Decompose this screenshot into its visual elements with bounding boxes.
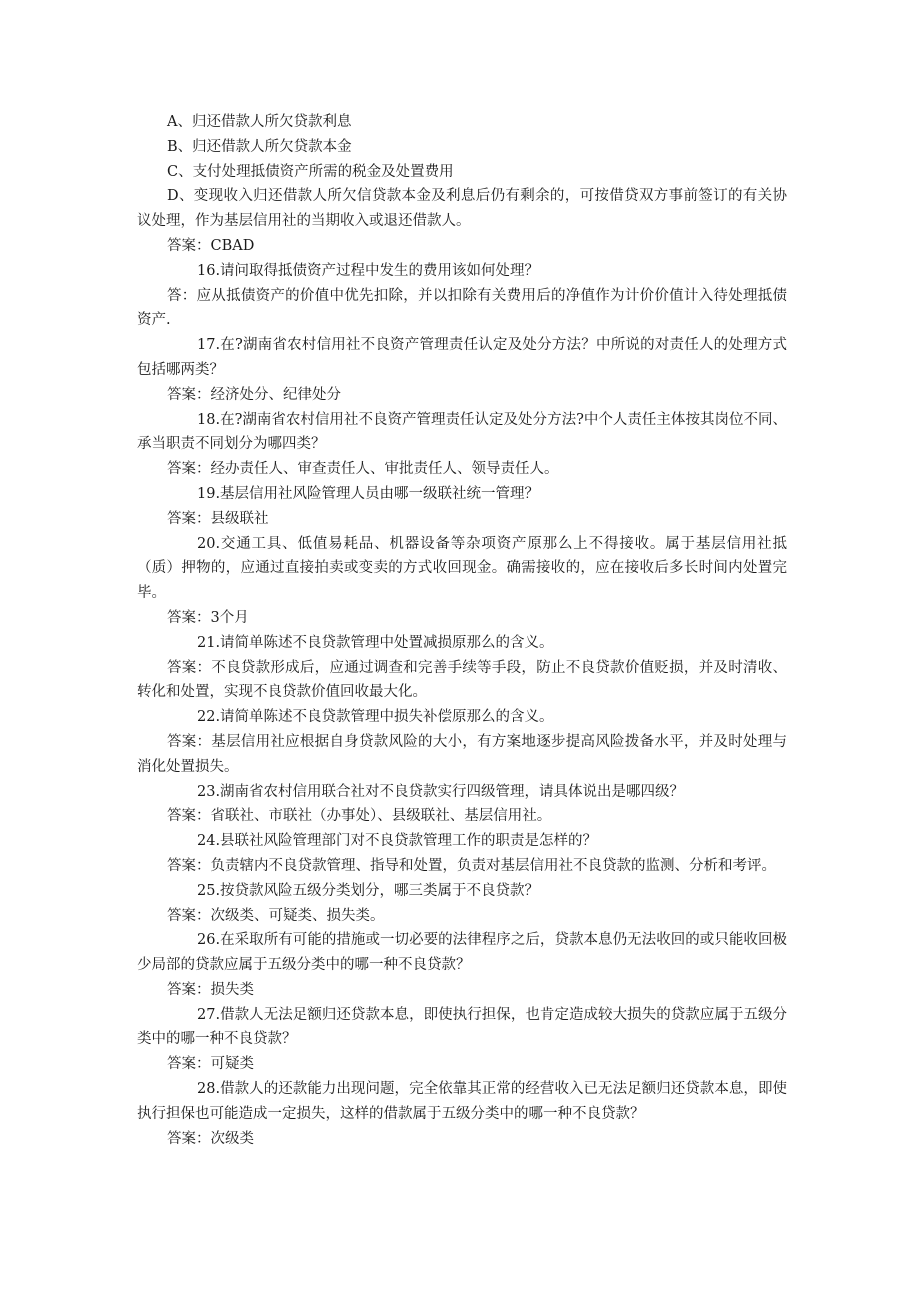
question-number: 26 <box>197 932 216 949</box>
answer-25: 答案：次级类、可疑类、损失类。 <box>167 907 385 924</box>
question-text: .在?湖南省农村信用社不良资产管理责任认定及处分方法？中所说的对责任人的处理方式包括哪两类？ <box>137 337 787 378</box>
answer-20: 答案：3个月 <box>167 609 249 626</box>
question-number: 18 <box>197 411 216 428</box>
question-23 <box>137 780 787 805</box>
answer-26: 答案：损失类 <box>167 981 254 998</box>
question-number: 25 <box>197 882 216 899</box>
question-18 <box>137 408 787 458</box>
question-25 <box>137 879 787 904</box>
question-text: .县联社风险管理部门对不良贷款管理工作的职责是怎样的？ <box>215 833 598 850</box>
answer-17: 答案：经济处分、纪律处分 <box>167 386 341 403</box>
question-16 <box>137 259 787 284</box>
answer-18: 答案：经办责任人、审查责任人、审批责任人、领导责任人。 <box>167 461 559 478</box>
question-number: 19 <box>197 485 216 502</box>
question-27 <box>137 1003 787 1053</box>
answer-15: 答案：CBAD <box>167 237 255 254</box>
question-number: 16 <box>197 262 216 279</box>
question-26 <box>137 928 787 978</box>
option-b: B、归还借款人所欠贷款本金 <box>167 138 352 155</box>
answer-27: 答案：可疑类 <box>167 1056 254 1073</box>
answer-23: 答案：省联社、市联社（办事处）、县级联社、基层信用社。 <box>167 808 552 825</box>
answer-19: 答案：县级联社 <box>167 510 269 527</box>
question-number: 17 <box>197 337 216 354</box>
question-text: .请简单陈述不良贷款管理中损失补偿原那么的含义。 <box>215 709 554 726</box>
answer-28: 答案：次级类 <box>167 1130 254 1147</box>
answer-21: 答案：不良贷款形成后，应通过调查和完善手续等手段，防止不良贷款价值贬损，并及时清收、转化和处置，实现不良贷款价值回收最大化。 <box>137 659 787 701</box>
question-text: .在采取所有可能的措施或一切必要的法律程序之后，贷款本息仍无法收回的或只能收回极少局部的贷款应属于五级分类中的哪一种不良贷款？ <box>137 932 787 974</box>
option-d: D、变现收入归还借款人所欠信贷款本金及利息后仍有剩余的，可按借贷双方事前签订的有关协议处理，作为基层信用社的当期收入或退还借款人。 <box>137 188 787 230</box>
question-number: 27 <box>197 1006 216 1023</box>
document-body <box>137 110 787 1151</box>
question-number: 28 <box>197 1081 216 1098</box>
option-c: C、支付处理抵债资产所需的税金及处置费用 <box>167 163 454 180</box>
question-28 <box>137 1077 787 1127</box>
question-text: .交通工具、低值易耗品、机器设备等杂项资产原那么上不得接收。属于基层信用社抵（质）押物的，应通过直接拍卖或变卖的方式收回现金。确需接收的，应在接收后多长时间内处置完毕。 <box>137 535 787 602</box>
option-a: A、归还借款人所欠贷款利息 <box>167 114 352 130</box>
question-19 <box>137 482 787 507</box>
question-text: .基层信用社风险管理人员由哪一级联社统一管理？ <box>215 485 540 502</box>
question-number: 24 <box>197 833 216 850</box>
question-number: 20 <box>197 535 216 552</box>
question-24 <box>137 829 787 854</box>
question-text: .按贷款风险五级分类划分，哪三类属于不良贷款？ <box>215 882 540 899</box>
question-17 <box>137 333 787 383</box>
question-number: 21 <box>197 634 216 651</box>
answer-24: 答案：负责辖内不良贷款管理、指导和处置，负责对基层信用社不良贷款的监测、分析和考评。 <box>167 857 776 874</box>
question-21 <box>137 631 787 656</box>
answer-16: 答：应从抵债资产的价值中优先扣除，并以扣除有关费用后的净值作为计价价值计入待处理抵债资产. <box>137 287 787 329</box>
question-number: 23 <box>197 783 216 800</box>
question-22 <box>137 705 787 730</box>
question-text: .借款人的还款能力出现问题，完全依靠其正常的经营收入已无法足额归还贷款本息，即使执行担保也可能造成一定损失，这样的借款属于五级分类中的哪一种不良贷款？ <box>137 1081 787 1122</box>
question-text: .在?湖南省农村信用社不良资产管理责任认定及处分方法?中个人责任主体按其岗位不同、承当职责不同划分为哪四类？ <box>137 411 787 453</box>
question-text: .湖南省农村信用联合社对不良贷款实行四级管理，请具体说出是哪四级？ <box>215 783 685 800</box>
answer-22: 答案：基层信用社应根据自身贷款风险的大小，有方案地逐步提高风险拨备水平，并及时处理与消化处置损失。 <box>137 733 787 775</box>
question-text: .借款人无法足额归还贷款本息，即使执行担保，也肯定造成较大损失的贷款应属于五级分类中的哪一种不良贷款？ <box>137 1006 787 1048</box>
question-20 <box>137 532 787 606</box>
question-text: .请简单陈述不良贷款管理中处置减损原那么的含义。 <box>215 634 554 651</box>
question-text: .请问取得抵债资产过程中发生的费用该如何处理？ <box>215 262 540 279</box>
question-number: 22 <box>197 709 216 726</box>
